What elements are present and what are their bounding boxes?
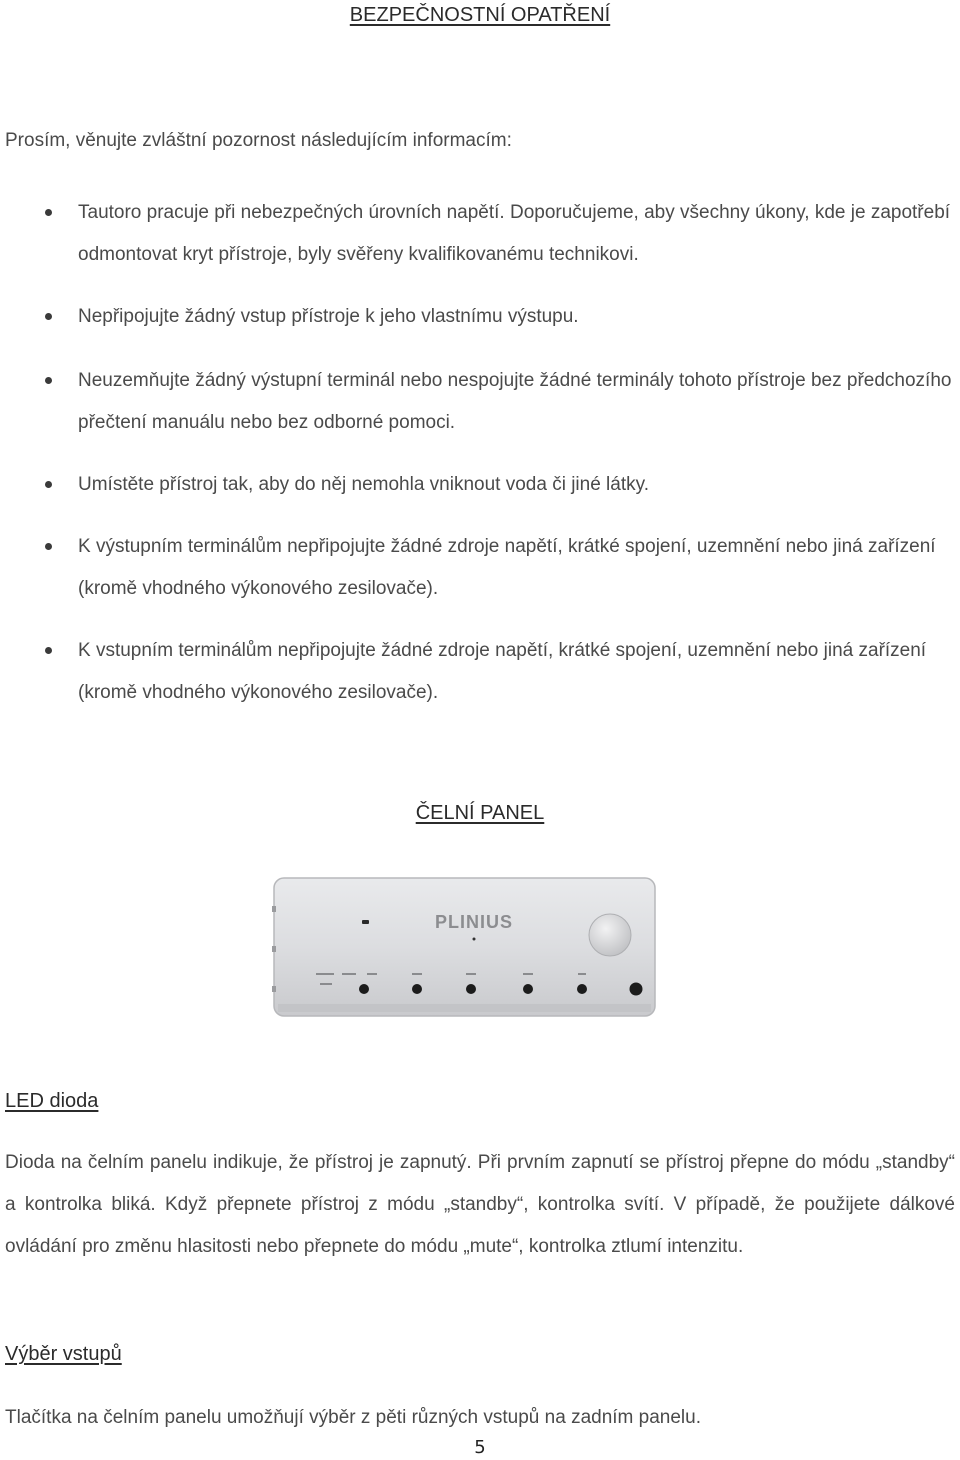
input-button	[577, 984, 587, 994]
safety-heading: BEZPEČNOSTNÍ OPATŘENÍ	[349, 4, 611, 26]
bullet-icon	[45, 209, 52, 216]
page-number: 5	[474, 1437, 486, 1458]
input-button	[523, 984, 533, 994]
list-item: Umístěte přístroj tak, aby do něj nemohla vniknout voda či jiné látky.	[0, 464, 960, 506]
input-button	[466, 984, 476, 994]
list-item: Neuzemňujte žádný výstupní terminál nebo nespojujte žádné terminály tohoto přístroje bez předchozího přečtení manuálu nebo bez odborné pomoci.	[0, 360, 960, 444]
safety-intro: Prosím, věnujte zvláštní pozornost následujícím informacím:	[5, 130, 512, 151]
inputs-heading: Výběr vstupů	[5, 1343, 122, 1365]
list-item: K vstupním terminálům nepřipojujte žádné zdroje napětí, krátké spojení, uzemnění nebo jiná zařízení (kromě vhodného výkonového zesilovače).	[0, 630, 960, 714]
list-item: K výstupním terminálům nepřipojujte žádné zdroje napětí, krátké spojení, uzemnění nebo jiná zařízení (kromě vhodného výkonového zesilovače).	[0, 526, 960, 610]
list-item: Nepřipojujte žádný vstup přístroje k jeho vlastnímu výstupu.	[0, 296, 960, 338]
input-button	[412, 984, 422, 994]
front-panel-heading: ČELNÍ PANEL	[415, 802, 545, 824]
led-heading: LED dioda	[5, 1090, 99, 1112]
volume-knob	[589, 914, 631, 956]
led-paragraph: Dioda na čelním panelu indikuje, že přístroj je zapnutý. Při prvním zapnutí se přístroj přepne do módu „standby“ a kontrolka bliká. Když přepnete přístroj z módu „standby“, kontrolka svítí. V případě, že použijete dálkové ovládání pro změnu hlasitosti nebo přepnete do módu „mute“, kontrolka ztlumí intenzitu.	[5, 1152, 955, 1257]
list-item: Tautoro pracuje při nebezpečných úrovních napětí. Doporučujeme, aby všechny úkony, kde je zapotřebí odmontovat kryt přístroje, byly svěřeny kvalifikovanému technikovi.	[0, 192, 960, 276]
amplifier-front-panel-image	[272, 876, 657, 1022]
bullet-icon	[45, 647, 52, 654]
input-button	[359, 984, 369, 994]
inputs-paragraph: Tlačítka na čelním panelu umožňují výběr z pěti různých vstupů na zadním panelu.	[5, 1407, 701, 1428]
bullet-icon	[45, 481, 52, 488]
bullet-icon	[45, 543, 52, 550]
bullet-icon	[45, 377, 52, 384]
bullet-icon	[45, 313, 52, 320]
headphone-jack	[630, 983, 643, 996]
brand-logo: PLINIUS	[434, 912, 514, 932]
